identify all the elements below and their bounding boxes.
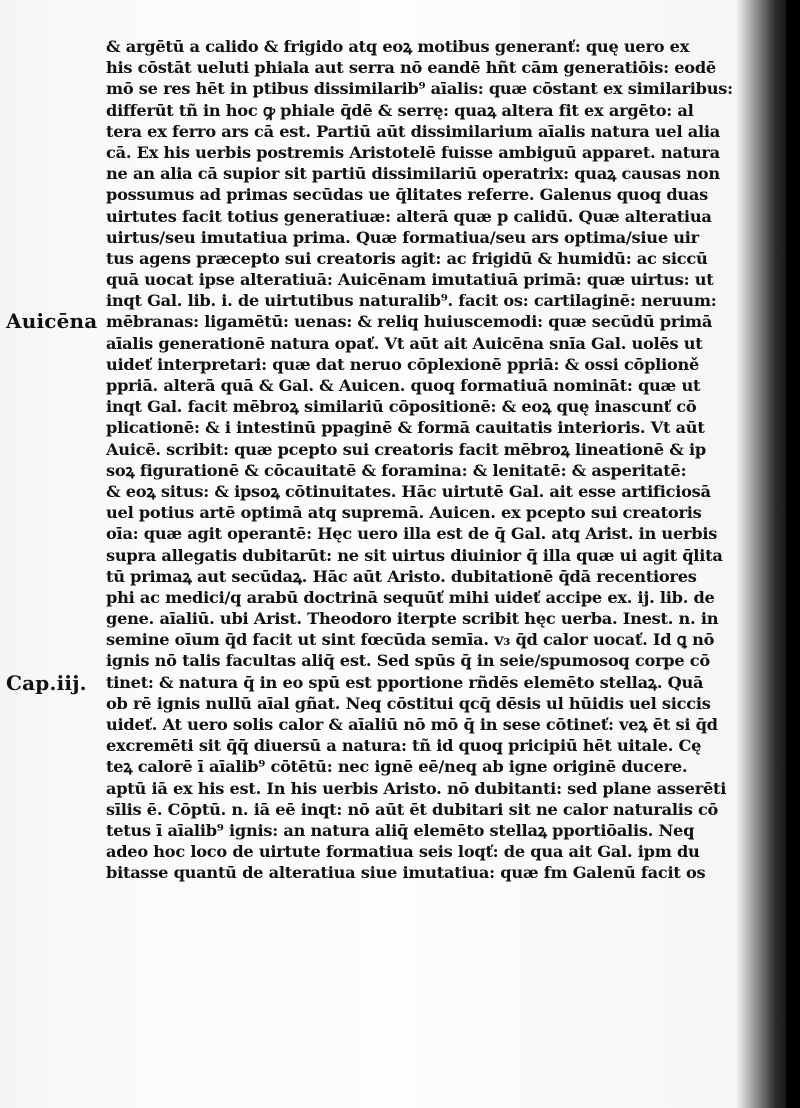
text-line: tera ex ferro ars cā est. Partiū aūt dissimilarium aīalis natura uel alia: [106, 121, 721, 141]
text-line: uideť interpretari: quæ dat neruo cōplexionē ppriā: & ossi cōplioně: [106, 354, 700, 374]
marginal-note-avicenna: Auicēna: [6, 309, 98, 333]
text-line: plicationē: & i intestinū ppaginē & formā cauitatis interioris. Vt aūt: [106, 418, 705, 438]
text-line: mō se res hēt in ptibus dissimilarib⁹ aīalis: quæ cōstant ex similaribus:: [106, 79, 733, 99]
text-line: aptū iā ex his est. In his uerbis Aristo. nō dubitanti: sed plane asserēti: [106, 778, 727, 798]
text-line: adeo hoc loco de uirtute formatiua seis loqť: de qua ait Gal. ipm du: [106, 842, 700, 862]
text-line: aīalis generationē natura opať. Vt aūt ait Auicēna snīa Gal. uolēs ut: [106, 333, 703, 353]
text-line: tū primaꝝ aut secūdaꝝ. Hāc aūt Aristo. dubitationē q̄dā recentiores: [106, 566, 697, 586]
text-line: ob rē ignis nullū aīal gñat. Neq̧ cōstitui qcq̄ dēsis ul hūidis uel siccis: [106, 693, 711, 713]
text-line: tetus ī aīalib⁹ ignis: an natura aliq̄ elemēto stellaꝝ pportiōalis. Neq̧: [106, 820, 695, 840]
text-line: soꝝ figurationē & cōcauitatē & foramina: & lenitatē: & asperitatē:: [106, 460, 687, 480]
text-line: uirtutes facit totius generatiuæ: alterā quæ p calidū. Quæ alteratiua: [106, 206, 712, 226]
text-line: bitasse quantū de alteratiua siue imutatiua: quæ fm Galenū facit os: [106, 863, 706, 883]
text-line: inqt Gal. facit mēbroꝝ similariū cōpositionē: & eoꝝ quę inascunť cō: [106, 397, 697, 417]
text-line: excremēti sit q̄q̄ diuersū a natura: tñ id quoq̧ pricipiū hēt uitale. Cę: [106, 736, 702, 756]
text-line: uel potius artē optimā atq̧ supremā. Auicen. ex pcepto sui creatoris: [106, 503, 702, 523]
body-text: [106, 36, 742, 884]
text-line: tinet: & natura q̄ in eo spū est pportione rñdēs elemēto stellaꝝ. Quā: [106, 672, 704, 692]
text-line: teꝝ calorē ī aīalib⁹ cōtētū: nec ignē eē/neq̧ ab igne originē ducere.: [106, 757, 688, 777]
text-line: cā. Ex his uerbis postremis Aristotelē fuisse ambiguū apparet. natura: [106, 142, 720, 162]
text-line: his cōstāt ueluti phiala aut serra nō eandē hñt cām generatiōis: eodē: [106, 58, 716, 78]
page-gutter-shadow: [786, 0, 800, 1108]
text-line: oīa: quæ agit operantē: Hęc uero illa est de q̄ Gal. atq̧ Arist. in uerbis: [106, 524, 718, 544]
text-line: supra allegatis dubitarūt: ne sit uirtus diuinior q̄ illa quæ ui agit q̄lita: [106, 545, 723, 565]
text-line: sīlis ē. Cōptū. n. iā eē inqt: nō aūt ēt dubitari sit ne calor naturalis cō: [106, 799, 719, 819]
text-line: ignis nō talis facultas aliq̄ est. Sed spūs q̄ in seie/spumosoq̧ corpe cō: [106, 651, 710, 671]
text-line: gene. aīaliū. ubi Arist. Theodoro iterpte scribit hęc uerba. Inest. n. in: [106, 609, 719, 629]
text-line: & eoꝝ situs: & ipsoꝝ cōtinuitates. Hāc uirtutē Gal. ait esse artificiosā: [106, 481, 711, 501]
marginal-note-chapter: Cap.iij.: [6, 671, 87, 695]
text-line: ne an alia cā supior sit partiū dissimilariū operatrix: quaꝝ causas non: [106, 164, 720, 184]
text-line: tus agens præcepto sui creatoris agit: ac frigidū & humidū: ac siccū: [106, 248, 708, 268]
text-line: quā uocat ipse alteratiuā: Auicēnam imutatiuā primā: quæ uirtus: ut: [106, 270, 714, 290]
text-line: uideť. At uero solis calor & aīaliū nō mō q̄ in sese cōtineť: veꝝ ēt si q̄d: [106, 715, 718, 734]
text-line: mēbranas: ligamētū: uenas: & reliq huiuscemodi: quæ secūdū primā: [106, 312, 713, 332]
text-line: uirtus/seu imutatiua prima. Quæ formatiua/seu ars optima/siue uir: [106, 227, 699, 247]
text-line: semine oīum q̄d facit ut sint fœcūda semīa. v₃ q̄d calor uocať. Id ꝗ nō: [106, 630, 715, 650]
text-line: possumus ad primas secūdas ue q̄litates referre. Galenus quoq̧ duas: [106, 185, 709, 205]
text-line: differūt tñ in hoc ꝙ phiale q̄dē & serrę: quaꝝ altera fit ex argēto: al: [106, 100, 694, 120]
text-line: ppriā. alterā quā & Gal. & Auicen. quoq̧ formatiuā nomināt: quæ ut: [106, 376, 701, 395]
text-line: Auicē. scribit: quæ pcepto sui creatoris facit mēbroꝝ lineationē & ip: [106, 439, 706, 459]
text-line: inqt Gal. lib. i. de uirtutibus naturalib⁹. facit os: cartilaginē: neruum:: [106, 291, 717, 311]
text-line: & argētū a calido & frigido atq̧ eoꝝ motibus generanť: quę uero ex: [106, 37, 690, 56]
text-line: phi ac medici/q arabū doctrinā sequūť mihi uideť accipe ex. ij. lib. de: [106, 587, 715, 607]
